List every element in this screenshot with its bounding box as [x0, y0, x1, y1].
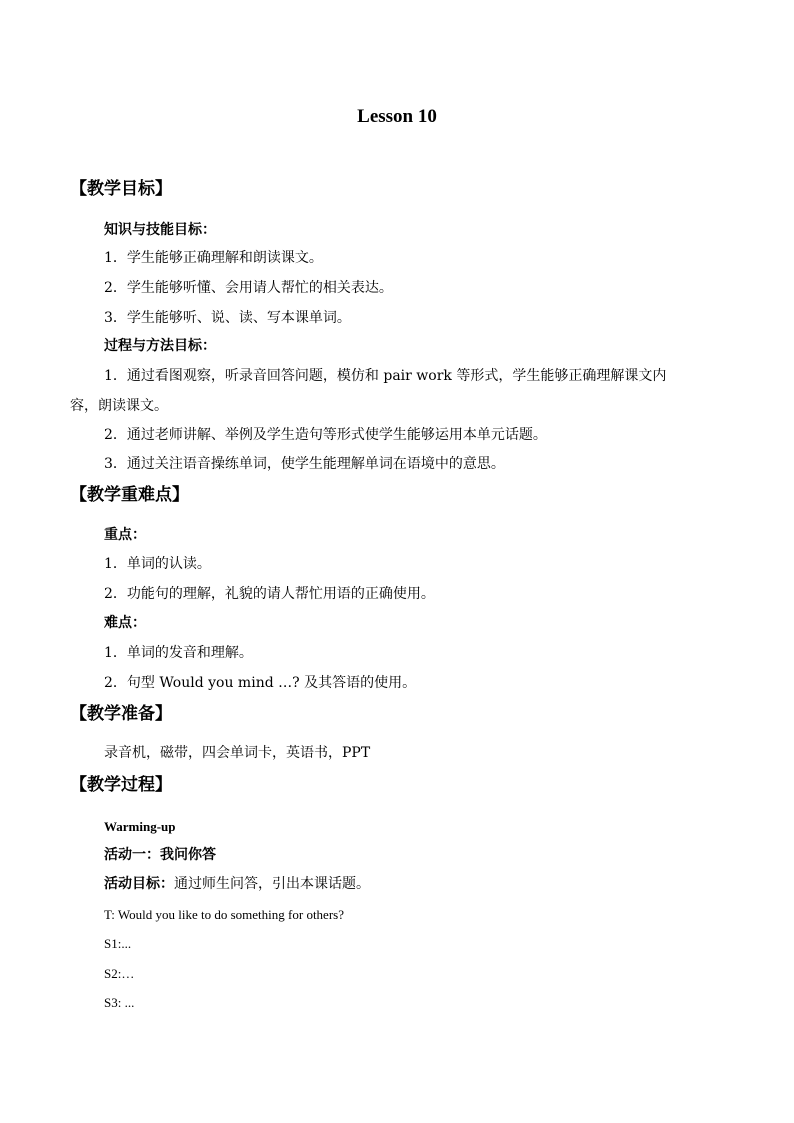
key-item-2: 2．功能句的理解，礼貌的请人帮忙用语的正确使用。 [104, 586, 435, 602]
knowledge-item-2: 2．学生能够听懂、会用请人帮忙的相关表达。 [104, 280, 393, 296]
dialogue-line-s1: S1:... [104, 936, 132, 951]
process-item-2: 2．通过老师讲解、举例及学生造句等形式使学生能够运用本单元话题。 [104, 427, 547, 443]
knowledge-item-1: 1．学生能够正确理解和朗读课文。 [104, 250, 323, 266]
difficult-points-title: 难点： [104, 615, 146, 631]
section-heading-preparation: 【教学准备】 [70, 704, 172, 724]
activity-goal-text: 通过师生问答，引出本课话题。 [174, 876, 370, 892]
knowledge-skills-title: 知识与技能目标： [104, 222, 216, 238]
activity-goal-label: 活动目标： [104, 876, 174, 892]
process-item-1-continued: 容，朗读课文。 [70, 398, 168, 414]
process-method-title: 过程与方法目标： [104, 338, 216, 354]
key-item-1: 1．单词的认读。 [104, 556, 211, 572]
process-item-1: 1．通过看图观察，听录音回答问题，模仿和 pair work 等形式，学生能够正确理解课文内 [104, 368, 667, 384]
preparation-materials: 录音机，磁带，四会单词卡，英语书，PPT [104, 745, 371, 761]
knowledge-item-3: 3．学生能够听、说、读、写本课单词。 [104, 310, 351, 326]
section-heading-key-points: 【教学重难点】 [70, 485, 189, 505]
section-heading-process: 【教学过程】 [70, 775, 172, 795]
section-heading-objectives: 【教学目标】 [70, 179, 172, 199]
dialogue-line-s2: S2:… [104, 966, 135, 981]
warming-up-title: Warming-up [104, 819, 176, 834]
activity-goal [104, 874, 370, 894]
dialogue-line-s3: S3: ... [104, 995, 135, 1010]
dialogue-line-teacher: T: Would you like to do something for others? [104, 907, 344, 922]
activity-one-title: 活动一：我问你答 [104, 847, 216, 863]
process-item-3: 3．通过关注语音操练单词，使学生能理解单词在语境中的意思。 [104, 456, 505, 472]
difficult-item-2: 2．句型 Would you mind …? 及其答语的使用。 [104, 675, 417, 691]
difficult-item-1: 1．单词的发音和理解。 [104, 645, 253, 661]
key-points-title: 重点： [104, 527, 146, 543]
page-title: Lesson 10 [357, 106, 437, 127]
